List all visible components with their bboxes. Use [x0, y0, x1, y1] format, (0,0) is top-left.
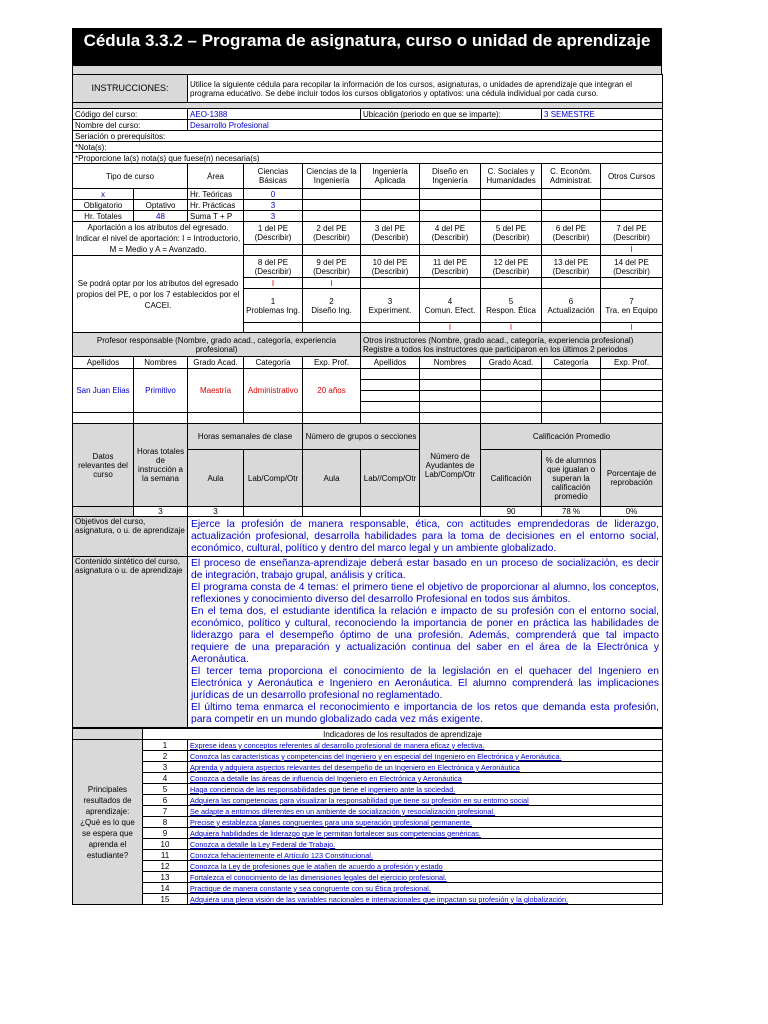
cacei-number: 5	[508, 296, 514, 306]
indicator-number: 4	[143, 773, 188, 784]
weekly-hours-header: Horas semanales de clase	[188, 424, 303, 450]
content-label: Contenido sintético del curso, asignatura o u. de aprendizaje	[73, 557, 188, 728]
indicator-row	[73, 806, 663, 817]
indicator-text: Conozca las características y competencias del Ingeniero y en especial del Ingeniero en Electrónica y Aeronáutica.	[188, 751, 663, 762]
cacei-attribute	[601, 289, 663, 323]
weekly-total-hours: 3	[134, 507, 188, 517]
cacei-level-mark	[244, 323, 303, 333]
cacei-number: 7	[629, 296, 634, 306]
content-text	[188, 557, 663, 728]
indicator-number: 1	[143, 740, 188, 751]
cacei-number: 3	[387, 296, 393, 306]
cacei-attribute	[244, 289, 303, 323]
indicator-row	[73, 773, 663, 784]
pe-level-mark	[601, 278, 663, 289]
column-header: Apellidos	[73, 357, 134, 369]
area-column: C. Económ. Administrat.	[542, 164, 601, 189]
cacei-label: Actualización	[547, 305, 595, 315]
area-column: Ciencias de la Ingeniería	[303, 164, 361, 189]
area-column: Otros Cursos	[601, 164, 663, 189]
indicator-row	[73, 751, 663, 762]
grade-value: 90	[481, 507, 542, 517]
aula-header: Aula	[188, 450, 244, 507]
indicator-text: Conozca a detalle las áreas de influencia del Ingeniero en Electrónica y Aeronáutica	[188, 773, 663, 784]
cacei-level-mark	[303, 323, 361, 333]
cacei-label: Tra. en Equipo	[605, 305, 658, 315]
area-header: Área	[188, 164, 244, 189]
indicator-number: 10	[143, 839, 188, 850]
indicator-number: 5	[143, 784, 188, 795]
cacei-number: 4	[447, 296, 453, 306]
pe-attribute: 14 del PE (Describir)	[601, 256, 663, 278]
pe-level-mark	[420, 244, 481, 255]
pe-level-mark	[542, 244, 601, 255]
sum-hours: 3	[244, 211, 303, 222]
professor-category: Administrativo	[244, 369, 303, 413]
cacei-attribute	[361, 289, 420, 323]
indicator-text: Se adapte a entornos diferentes en un ambiente de socialización y resocialización profesional.	[188, 806, 663, 817]
cacei-label: Problemas Ing.	[246, 305, 300, 315]
indicator-number: 14	[143, 883, 188, 894]
indicator-text: Adquiera habilidades de liderazgo que le permitan fortalecer sus competencias genéricas.	[188, 828, 663, 839]
indicator-row	[73, 872, 663, 883]
pe-attribute: 9 del PE (Describir)	[303, 256, 361, 278]
area-column: Ciencias Básicas	[244, 164, 303, 189]
pe-attribute: 2 del PE (Describir)	[303, 222, 361, 245]
pe-attribute: 11 del PE (Describir)	[420, 256, 481, 278]
grade-header: Calificación	[481, 450, 542, 507]
indicator-text: Conozca a detalle la Ley Federal de Trabajo.	[188, 839, 663, 850]
indicators-corner	[73, 729, 143, 740]
cacei-level-mark	[542, 323, 601, 333]
practice-hours-label: Hr. Prácticas	[188, 200, 244, 211]
course-form-sheet	[72, 28, 662, 905]
content-paragraph: El tercer tema proporciona el conocimiento de la legislación en el quehacer del Ingeniero en Electrónica y Aeronáutica e Ingeniero en Aeronáutica. El alumno comprenderá las implicaciones jurídicas de un desarrollo profesional no reglamentado.	[191, 666, 660, 701]
aula-groups-header: Aula	[303, 450, 361, 507]
pe-attribute: 3 del PE (Describir)	[361, 222, 420, 245]
cacei-level-mark	[361, 323, 420, 333]
content-paragraph: El programa consta de 4 temas: el primero tiene el objetivo de proporcionar al alumno, los conceptos, reflexiones y conocimiento diverso del desarrollo Profesional en todos sus ámbitos.	[191, 582, 660, 605]
indicator-text: Adquiera una plena visión de las variables nacionales e internacionales que impactan su profesión y la globalización.	[188, 894, 663, 905]
indicator-number: 2	[143, 751, 188, 762]
failure-rate-header: Porcentaje de reprobación	[601, 450, 663, 507]
indicators-header: Indicadores de los resultados de aprendizaje	[143, 729, 663, 740]
cacei-label: Comun. Efect.	[424, 305, 476, 315]
pe-attribute: 12 del PE (Describir)	[481, 256, 542, 278]
grade-average-header: Calificación Promedio	[481, 424, 663, 450]
optional-mark	[134, 189, 188, 200]
cacei-number: 2	[329, 296, 334, 306]
spacer-band	[72, 66, 662, 74]
indicator-number: 8	[143, 817, 188, 828]
indicator-row	[73, 883, 663, 894]
column-header: Nombres	[420, 357, 481, 369]
pe-attribute: 4 del PE (Describir)	[420, 222, 481, 245]
column-header: Exp. Prof.	[601, 357, 663, 369]
column-header: Grado Acad.	[481, 357, 542, 369]
indicator-row	[73, 828, 663, 839]
cacei-level-mark: I	[601, 323, 663, 333]
pe-level-mark: I	[303, 278, 361, 289]
total-hours-label: Hr. Totales	[73, 211, 134, 222]
pe-attribute: 6 del PE (Describir)	[542, 222, 601, 245]
indicator-row	[73, 850, 663, 861]
indicator-row	[73, 894, 663, 905]
professor-names: Primitivo	[134, 369, 188, 413]
failure-rate-value: 0%	[601, 507, 663, 517]
course-code: AEO-1388	[188, 109, 361, 120]
pe-level-mark	[542, 278, 601, 289]
objectives-label: Objetivos del curso, asignatura, o u. de aprendizaje	[73, 517, 188, 557]
objectives-text: Ejerce la profesión de manera responsable, ética, con actitudes emprendedoras de liderazgo, actualización profesional, desarrolla habilidades para la toma de decisiones en el entorno social, económico, cultural, político y dentro del marco legal y un ambiente globalizado.	[188, 517, 663, 557]
course-name: Desarrollo Profesional	[188, 120, 663, 131]
area-column: C. Sociales y Humanidades	[481, 164, 542, 189]
total-hours-header: Horas totales de instrucción a la semana	[134, 424, 188, 507]
learning-outcomes-label: Principales resultados de aprendizaje: ¿Qué es lo que se espera que aprenda el estudiante?	[73, 740, 143, 905]
indicator-row	[73, 795, 663, 806]
indicator-number: 15	[143, 894, 188, 905]
percentage-above-header: % de alumnos que igualan o superan la calificación promedio	[542, 450, 601, 507]
stats-value-spacer	[73, 507, 134, 517]
cacei-label: Diseño Ing.	[311, 305, 352, 315]
pe-level-mark	[420, 278, 481, 289]
attributes-description: Aportación a los atributos del egresado. Indicar el nivel de aportación: I = Introductorio, M = Medio y A = Avanzado.	[73, 222, 244, 256]
column-header: Nombres	[134, 357, 188, 369]
sum-label: Suma T + P	[188, 211, 244, 222]
indicators-table	[72, 728, 663, 905]
pe-level-mark: I	[244, 278, 303, 289]
indicator-text: Exprese ideas y conceptos referentes al desarrollo profesional de manera eficaz y efectiva.	[188, 740, 663, 751]
mandatory-mark: x	[73, 189, 134, 200]
indicator-number: 9	[143, 828, 188, 839]
column-header: Apellidos	[361, 357, 420, 369]
pe-attribute: 7 del PE (Describir)	[601, 222, 663, 245]
instructions-label: INSTRUCCIONES:	[73, 75, 188, 103]
professor-degree: Maestría	[188, 369, 244, 413]
mandatory-label: Obligatorio	[73, 200, 134, 211]
column-header: Categoría	[244, 357, 303, 369]
assistants-header: Número de Ayudantes de Lab/Comp/Otr	[420, 424, 481, 507]
theory-hours: 0	[244, 189, 303, 200]
area-column: Ingeniería Aplicada	[361, 164, 420, 189]
pe-level-mark	[361, 244, 420, 255]
form-table	[72, 74, 663, 728]
cacei-label: Respon. Ética	[486, 305, 536, 315]
cacei-label: Experiment.	[368, 305, 412, 315]
indicator-number: 13	[143, 872, 188, 883]
professor-surname: San Juan Elias	[73, 369, 134, 413]
pe-attribute: 13 del PE (Describir)	[542, 256, 601, 278]
indicator-number: 11	[143, 850, 188, 861]
pe-level-mark	[303, 244, 361, 255]
indicator-row	[73, 784, 663, 795]
indicator-row	[73, 861, 663, 872]
indicator-number: 6	[143, 795, 188, 806]
pe-attribute: 8 del PE (Describir)	[244, 256, 303, 278]
indicator-text: Adquiera las competencias para visualizar la responsabilidad que tiene su profesión en su entorno social	[188, 795, 663, 806]
course-type-header: Tipo de curso	[73, 164, 188, 189]
course-name-label: Nombre del curso:	[73, 120, 188, 131]
cacei-level-mark: I	[420, 323, 481, 333]
optional-label: Optativo	[134, 200, 188, 211]
indicator-row	[73, 817, 663, 828]
column-header: Grado Acad.	[188, 357, 244, 369]
cacei-attribute	[481, 289, 542, 323]
prereq-label: Seriación o prerequisitos:	[73, 131, 663, 142]
percentage-above-value: 78 %	[542, 507, 601, 517]
notes-label: *Nota(s):	[73, 142, 663, 153]
indicator-text: Fortalezca el conocimiento de las dimensiones legales del ejercicio profesional.	[188, 872, 663, 883]
indicator-text: Practique de manera constante y sea congruente con su Ética profesional.	[188, 883, 663, 894]
practice-hours: 3	[244, 200, 303, 211]
relevant-data-label: Datos relevantes del curso	[73, 424, 134, 507]
indicator-text: Haga conciencia de las responsabilidades que tiene el ingeniero ante la sociedad.	[188, 784, 663, 795]
groups-header: Número de grupos o secciones	[303, 424, 420, 450]
pe-level-mark	[481, 278, 542, 289]
form-title: Cédula 3.3.2 – Programa de asignatura, curso o unidad de aprendizaje	[72, 28, 662, 66]
responsible-professor-header: Profesor responsable (Nombre, grado acad., categoría, experiencia profesional)	[73, 333, 361, 357]
cacei-attribute	[542, 289, 601, 323]
lab-header: Lab/Comp/Otr	[244, 450, 303, 507]
column-header: Exp. Prof.	[303, 357, 361, 369]
cacei-attribute	[303, 289, 361, 323]
indicator-row	[73, 839, 663, 850]
cacei-number: 1	[270, 296, 276, 306]
notes-hint: *Proporcione la(s) nota(s) que fuese(n) necesaria(s)	[73, 153, 663, 164]
content-paragraph: El proceso de enseñanza-aprendizaje deberá estar basado en un proceso de socialización, es decir de integración, trabajo grupal, análisis y crítica.	[191, 558, 660, 581]
cacei-level-mark: I	[481, 323, 542, 333]
lab-groups-header: Lab//Comp/Otr	[361, 450, 420, 507]
attributes-option-note: Se podrá optar por los atributos del egresado propios del PE, o por los 7 establecidos por el CACEI.	[73, 256, 244, 333]
cacei-number: 6	[568, 296, 574, 306]
pe-attribute: 5 del PE (Describir)	[481, 222, 542, 245]
pe-level-mark	[244, 244, 303, 255]
theory-hours-label: Hr. Teóricas	[188, 189, 244, 200]
cacei-attribute	[420, 289, 481, 323]
total-hours: 48	[134, 211, 188, 222]
pe-attribute: 1 del PE (Describir)	[244, 222, 303, 245]
indicator-row	[73, 762, 663, 773]
pe-level-mark: I	[601, 244, 663, 255]
column-header: Categoría	[542, 357, 601, 369]
indicator-text: Conozca fehacientemente el Artículo 123 Constitucional.	[188, 850, 663, 861]
indicator-text: Conozca la Ley de profesiones que le atañen de acuerdo a profesión y estado	[188, 861, 663, 872]
area-column: Diseño en Ingeniería	[420, 164, 481, 189]
indicator-text: Precise y establezca planes congruentes para una superación profesional permanente.	[188, 817, 663, 828]
location-label: Ubicación (periodo en que se imparte):	[361, 109, 542, 120]
location-value: 3 SEMESTRE	[542, 109, 663, 120]
pe-level-mark	[481, 244, 542, 255]
professor-experience: 20 años	[303, 369, 361, 413]
indicator-number: 3	[143, 762, 188, 773]
pe-level-mark	[361, 278, 420, 289]
indicator-number: 12	[143, 861, 188, 872]
course-code-label: Código del curso:	[73, 109, 188, 120]
content-paragraph: El último tema enmarca el reconocimiento e importancia de los retos que demanda esta profesión, para competir en un mundo globalizado cada vez más exigente.	[191, 702, 660, 725]
instructions-text: Utilice la siguiente cédula para recopilar la información de los cursos, asignaturas, o unidades de aprendizaje que integran el programa educativo. Se debe incluir todos los cursos obligatorios y optativos: una cédula individual por cada curso.	[188, 75, 663, 103]
content-paragraph: En el tema dos, el estudiante identifica la relación e impacto de su profesión con el entorno social, económico, político y cultural, reconociendo la importancia de poner en práctica las habilidades de liderazgo para el desempeño óptimo de una profesión. Además, comprenderá que tal impacto requiere de una preparación y actualización continua del saber en el área de la Electrónica y Aeronáutica.	[191, 606, 660, 665]
aula-hours: 3	[188, 507, 244, 517]
indicator-number: 7	[143, 806, 188, 817]
other-instructors-header: Otros instructores (Nombre, grado acad., categoría, experiencia profesional) Registre a todos los instructores que participaron en los últimos 2 periodos	[361, 333, 663, 357]
indicator-text: Aprenda y adquiera aspectos relevantes del desempeño de un Ingeniero en Electrónica y Aeronáutica	[188, 762, 663, 773]
indicator-row	[73, 740, 663, 751]
pe-attribute: 10 del PE (Describir)	[361, 256, 420, 278]
